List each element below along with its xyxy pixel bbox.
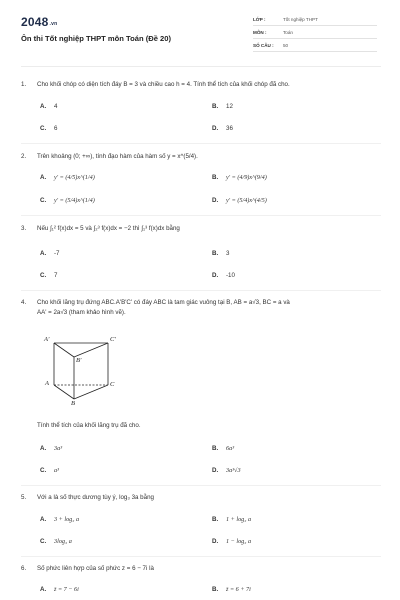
document-title: Ôn thi Tốt nghiệp THPT môn Toán (Đề 20)	[21, 34, 172, 43]
option-key: B.	[212, 103, 219, 110]
question-text-line-1: Cho khối lăng trụ đứng ABC.A'B'C' có đáy ABC là tam giác vuông tại B, AB = a√3, BC = a và	[37, 299, 290, 306]
option-key: B.	[212, 586, 219, 593]
logo-domain: .vn	[49, 21, 58, 27]
question-number: 1.	[21, 81, 27, 88]
option-value: 3a³√3	[226, 467, 241, 474]
question-divider	[21, 143, 381, 144]
option-key: A.	[40, 445, 47, 452]
option-key: D.	[212, 197, 219, 204]
label-c-top: C'	[110, 336, 116, 343]
meta-subject-row	[253, 28, 377, 39]
option-key: B.	[212, 174, 219, 181]
meta-class-value: Tốt nghiệp THPT	[283, 17, 318, 22]
option-key: D.	[212, 125, 219, 132]
option-key: C.	[40, 125, 47, 132]
question-divider	[21, 485, 381, 486]
logo-text: 2048	[21, 15, 49, 29]
label-c-bottom: C	[110, 381, 115, 388]
meta-subject-value: Toán	[283, 30, 293, 35]
question-number: 3.	[21, 225, 27, 232]
question-text: Với a là số thực dương tùy ý, log₃ 3a bằng	[37, 494, 154, 501]
question-number: 6.	[21, 565, 27, 572]
question-text: Số phức liên hợp của số phức z = 6 − 7i là	[37, 565, 154, 572]
option-key: C.	[40, 197, 47, 204]
option-value: z̄ = 6 + 7i	[226, 586, 251, 593]
label-b-top: B'	[76, 357, 82, 364]
meta-class-row	[253, 15, 377, 26]
question-text: Nếu ∫₁² f(x)dx = 5 và ∫₂³ f(x)dx = −2 thì ∫₁³ f(x)dx bằng	[37, 225, 180, 232]
option-value: 3 + log₃ a	[54, 516, 80, 523]
option-key: A.	[40, 586, 47, 593]
option-value: 1 − log₃ a	[226, 538, 252, 545]
option-key: B.	[212, 445, 219, 452]
option-key: B.	[212, 250, 219, 257]
option-key: C.	[40, 538, 47, 545]
option-value: 12	[226, 103, 233, 110]
option-key: D.	[212, 538, 219, 545]
label-b-bottom: B	[71, 400, 75, 407]
option-key: C.	[40, 272, 47, 279]
question-prompt: Tính thể tích của khối lăng trụ đã cho.	[37, 422, 141, 429]
option-key: B.	[212, 516, 219, 523]
meta-count-value: 50	[283, 43, 289, 48]
question-number: 4.	[21, 299, 27, 306]
meta-subject-label: MÔN :	[253, 30, 267, 35]
option-value: y' = (5/4)x^(1/4)	[54, 197, 95, 204]
meta-class-label: LỚP :	[253, 17, 266, 22]
option-value: z̄ = 7 − 6i	[54, 586, 79, 593]
meta-count-label: SỐ CÂU :	[253, 43, 274, 48]
option-value: 6a³	[226, 445, 235, 452]
option-key: A.	[40, 103, 47, 110]
question-number: 2.	[21, 153, 27, 160]
option-value: 3log₃ a	[54, 538, 72, 545]
question-divider	[21, 290, 381, 291]
edge-a-b	[54, 385, 74, 399]
option-value: 6	[54, 125, 58, 132]
option-key: D.	[212, 467, 219, 474]
question-text: Cho khối chóp có diện tích đáy B = 3 và chiều cao h = 4. Tính thể tích của khối chóp đã cho.	[37, 81, 290, 88]
edge-b-c	[74, 385, 108, 399]
option-value: -7	[54, 250, 60, 257]
edge-a-top-b-top	[54, 343, 74, 357]
prism-figure	[40, 336, 120, 409]
site-logo[interactable]	[21, 15, 57, 29]
option-value: 7	[54, 272, 58, 279]
option-value: y' = (4/9)x^(9/4)	[226, 174, 267, 181]
option-value: 3	[226, 250, 230, 257]
option-value: a³	[54, 467, 59, 474]
question-number: 5.	[21, 494, 27, 501]
option-value: 1 + log₃ a	[226, 516, 252, 523]
question-divider	[21, 556, 381, 557]
header-divider	[21, 66, 381, 67]
question-text: Trên khoảng (0; +∞), tính đạo hàm của hàm số y = x^(5/4).	[37, 153, 198, 160]
option-value: 36	[226, 125, 233, 132]
option-key: A.	[40, 516, 47, 523]
option-key: A.	[40, 250, 47, 257]
question-divider	[21, 215, 381, 216]
label-a-top: A'	[44, 336, 50, 343]
option-value: y' = (5/4)x^(4/5)	[226, 197, 267, 204]
option-value: 4	[54, 103, 58, 110]
document-header	[0, 0, 400, 62]
meta-count-row	[253, 41, 377, 52]
option-value: -10	[226, 272, 235, 279]
option-key: D.	[212, 272, 219, 279]
option-key: A.	[40, 174, 47, 181]
option-key: C.	[40, 467, 47, 474]
question-text-line-2: AA' = 2a√3 (tham khảo hình vẽ).	[37, 309, 126, 316]
option-value: y' = (4/5)x^(1/4)	[54, 174, 95, 181]
option-value: 3a³	[54, 445, 63, 452]
edge-b-top-c-top	[74, 343, 108, 357]
prism-diagram	[40, 339, 120, 409]
label-a-bottom: A	[45, 380, 49, 387]
